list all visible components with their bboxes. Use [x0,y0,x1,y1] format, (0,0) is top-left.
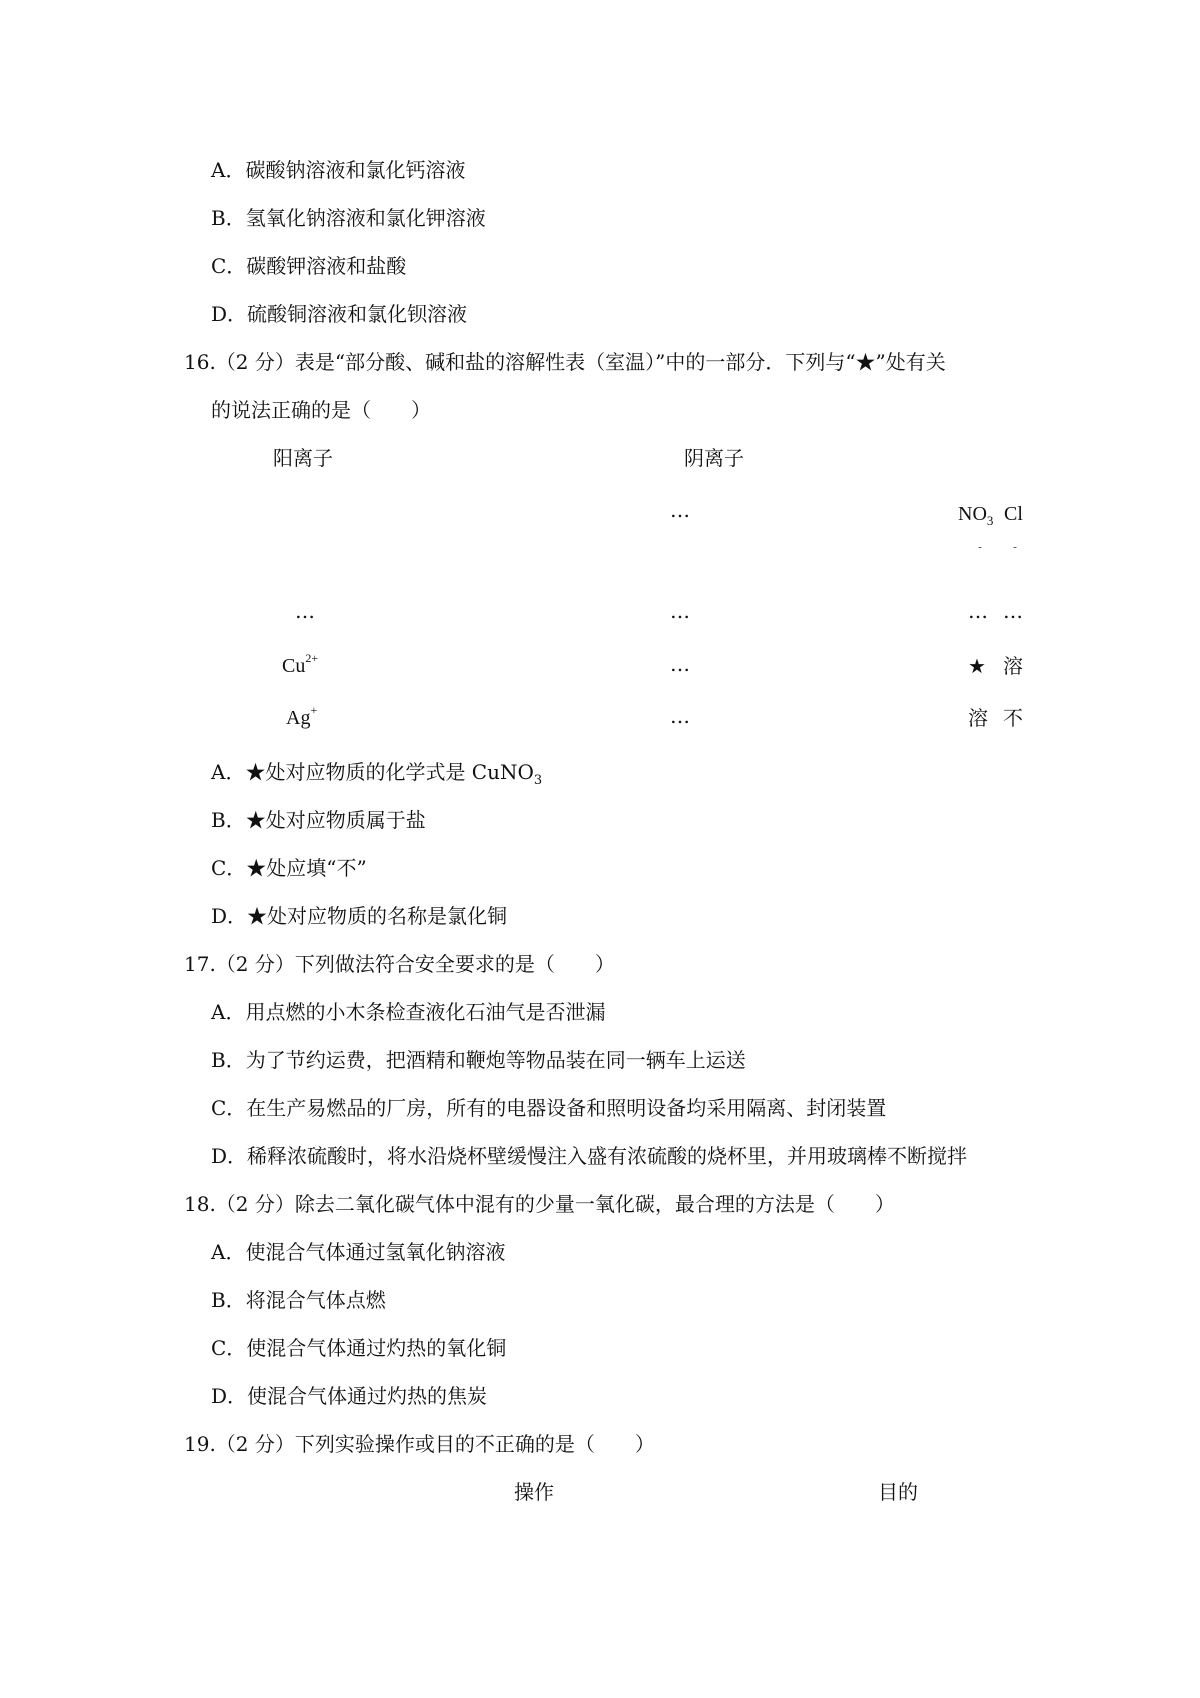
q16-option-a-sub: 3 [533,773,543,788]
q18-stem: 18.（2 分）除去二氧化碳气体中混有的少量一氧化碳，最合理的方法是（ ） [184,1192,895,1216]
q16-stem-line1: 16.（2 分）表是“部分酸、碱和盐的溶解性表（室温）”中的一部分．下列与“★”处有关 [184,350,946,374]
q15-option-a: A．碳酸钠溶液和氯化钙溶液 [211,158,466,182]
q16-option-a-text: A．★处对应物质的化学式是 CuNO [211,760,534,784]
q19-header-goal: 目的 [878,1480,918,1504]
q17-option-a: A．用点燃的小木条检查液化石油气是否泄漏 [211,1000,606,1024]
header-cation: 阳离子 [273,446,333,470]
table-ellipsis: … [1003,599,1023,623]
table-ellipsis: … [295,599,315,623]
cell-silver-chloride: 不 [1003,706,1023,730]
cell-silver-nitrate: 溶 [968,706,988,730]
cell-copper-chloride: 溶 [1003,654,1023,678]
q16-option-a [211,758,542,790]
q17-option-d: D．稀释浓硫酸时，将水沿烧杯壁缓慢注入盛有浓硫酸的烧杯里，并用玻璃棒不断搅拌 [211,1144,968,1168]
table-ellipsis: … [670,652,690,676]
q17-stem: 17.（2 分）下列做法符合安全要求的是（ ） [184,952,615,976]
q16-option-d: D．★处对应物质的名称是氯化铜 [211,904,508,928]
anion-nitrate [958,500,993,530]
q16-stem-line2: 的说法正确的是（ ） [211,398,431,422]
q18-option-a: A．使混合气体通过氢氧化钠溶液 [211,1240,506,1264]
q18-option-b: B．将混合气体点燃 [211,1288,386,1312]
anion-nitrate-base: NO [958,503,987,525]
q19-stem: 19.（2 分）下列实验操作或目的不正确的是（ ） [184,1432,655,1456]
q17-option-b: B．为了节约运费，把酒精和鞭炮等物品装在同一辆车上运送 [211,1048,746,1072]
q17-option-c: C．在生产易燃品的厂房，所有的电器设备和照明设备均采用隔离、封闭装置 [211,1096,887,1120]
q15-option-d: D．硫酸铜溶液和氯化钡溶液 [211,302,468,326]
cation-silver-sup: + [310,703,318,717]
q19-header-operation: 操作 [514,1480,554,1504]
cation-silver-base: Ag [286,707,311,729]
q15-option-b: B．氢氧化钠溶液和氯化钾溶液 [211,206,486,230]
anion-nitrate-sub: 3 [986,513,994,528]
cell-copper-nitrate: ★ [968,654,986,678]
cation-copper-base: Cu [282,655,306,677]
q16-option-c: C．★处应填“不” [211,856,367,880]
table-ellipsis: … [670,498,690,522]
table-ellipsis: … [968,599,988,623]
table-ellipsis: … [670,599,690,623]
q18-option-c: C．使混合气体通过灼热的氧化铜 [211,1336,507,1360]
table-ellipsis: … [670,704,690,728]
q15-option-c: C．碳酸钾溶液和盐酸 [211,254,407,278]
cation-copper [282,652,318,682]
anion-chloride: Cl [1004,503,1023,525]
chloride-charge: - [1013,540,1018,554]
cation-copper-sup: 2+ [305,651,319,665]
q18-option-d: D．使混合气体通过灼热的焦炭 [211,1384,488,1408]
header-anion: 阴离子 [684,446,744,470]
cation-silver [286,704,317,734]
nitrate-charge: - [978,540,983,554]
q16-option-b: B．★处对应物质属于盐 [211,808,426,832]
